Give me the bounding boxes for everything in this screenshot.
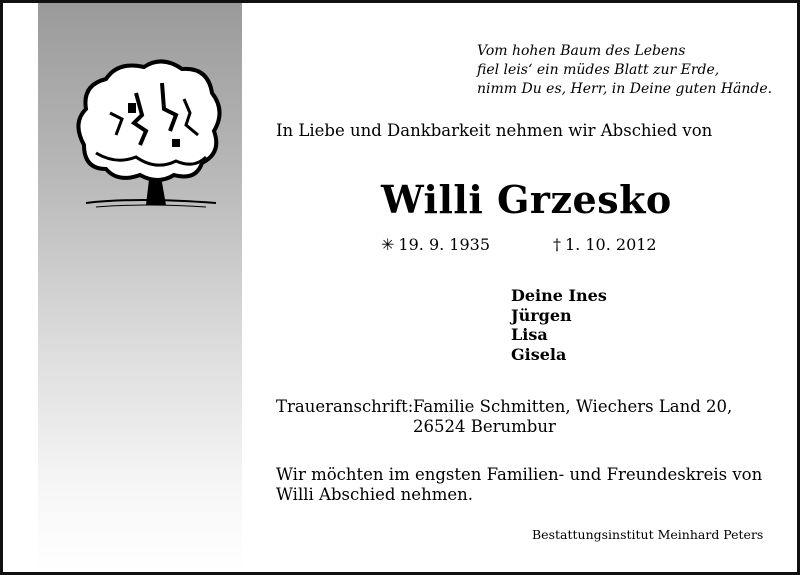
death-date	[553, 235, 657, 254]
tree-icon	[66, 53, 226, 213]
family-member: Deine Ines	[511, 286, 607, 305]
farewell-note	[276, 465, 766, 505]
intro-text: In Liebe und Dankbarkeit nehmen wir Abschied von	[276, 121, 713, 140]
address-label: Traueranschrift:	[276, 397, 414, 416]
death-date-value: 1. 10. 2012	[565, 235, 657, 254]
family-member: Jürgen	[511, 305, 572, 325]
gradient-sidebar	[38, 3, 242, 572]
family-list	[511, 286, 607, 364]
note-line: Wir möchten im engsten Familien- und Freundeskreis von	[276, 465, 763, 484]
family-member: Lisa	[511, 325, 548, 344]
address-line: 26524 Berumbur	[413, 417, 556, 436]
birth-star-icon: ✳	[381, 235, 395, 254]
note-line: Willi Abschied nehmen.	[276, 485, 473, 504]
poem-line: fiel leis‘ ein müdes Blatt zur Erde,	[477, 62, 720, 78]
cross-icon: †	[553, 235, 561, 254]
mourning-address	[413, 397, 732, 437]
birth-date	[381, 235, 490, 254]
family-member: Gisela	[511, 344, 567, 364]
undertaker-credit: Bestattungsinstitut Meinhard Peters	[532, 527, 764, 542]
poem-line: nimm Du es, Herr, in Deine guten Hände.	[477, 81, 773, 97]
deceased-name: Willi Grzesko	[381, 177, 672, 222]
birth-date-value: 19. 9. 1935	[398, 235, 491, 254]
poem	[477, 42, 777, 99]
address-line: Familie Schmitten, Wiechers Land 20,	[413, 397, 733, 416]
poem-line: Vom hohen Baum des Lebens	[477, 43, 686, 59]
